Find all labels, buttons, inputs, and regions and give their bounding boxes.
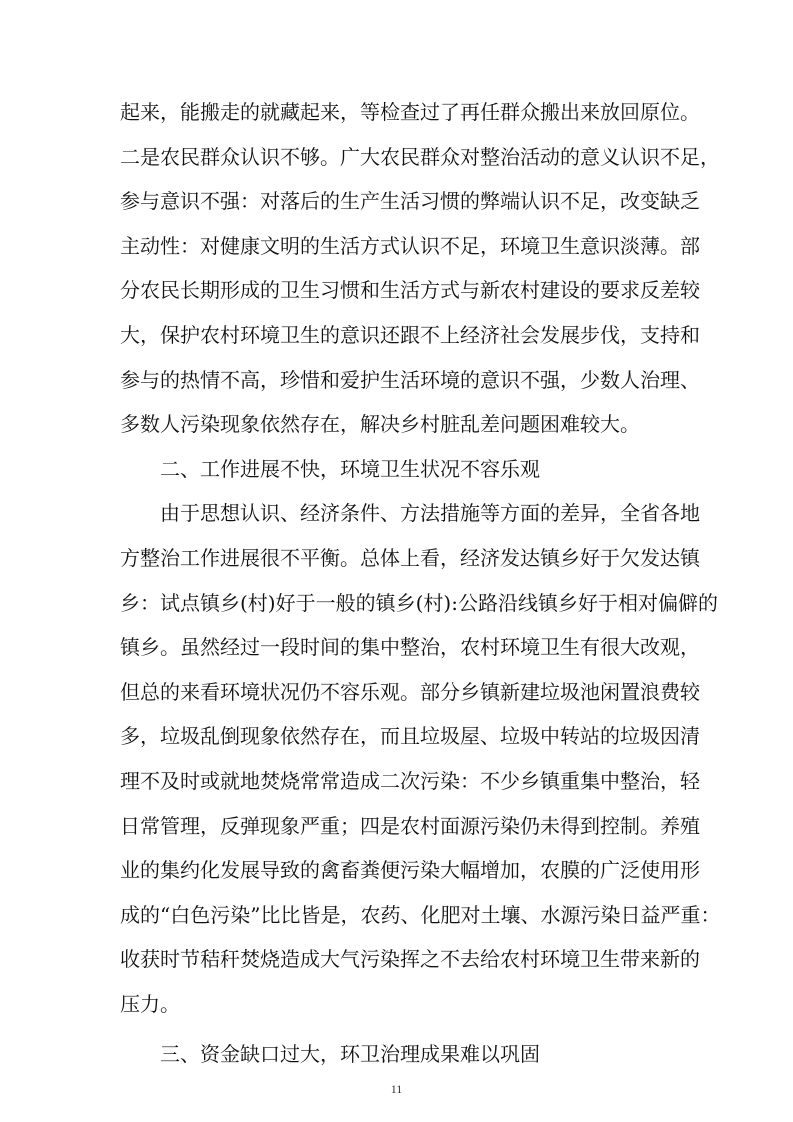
text-line: 日常管理，反弹现象严重；四是农村面源污染仍未得到控制。养殖	[120, 813, 700, 838]
text-line: 多数人污染现象依然存在，解决乡村脏乱差问题困难较大。	[120, 412, 640, 437]
text-line: 镇乡。虽然经过一段时间的集中整治，农村环境卫生有很大改观，	[120, 635, 700, 660]
page-number: 11	[390, 1082, 403, 1096]
text-line: 二是农民群众认识不够。广大农民群众对整治活动的意义认识不足，	[120, 144, 720, 169]
paragraph-progress-uneven	[120, 491, 721, 1026]
text-line: 业的集约化发展导致的禽畜粪便污染大幅增加，农膜的广泛使用形	[120, 858, 700, 883]
document-body	[120, 90, 721, 1077]
text-line: 压力。	[120, 991, 180, 1016]
text-line: 参与的热情不高，珍惜和爱护生活环境的意识不强，少数人治理、	[120, 367, 700, 392]
text-line: 参与意识不强：对落后的生产生活习惯的弊端认识不足，改变缺乏	[120, 189, 700, 214]
text-line: 起来，能搬走的就藏起来，等检查过了再任群众搬出来放回原位。	[120, 100, 700, 124]
text-line: 成的“白色污染”比比皆是，农药、化肥对土壤、水源污染日益严重：	[120, 902, 721, 927]
text-line: 多，垃圾乱倒现象依然存在，而且垃圾屋、垃圾中转站的垃圾因清	[120, 724, 700, 749]
text-line: 理不及时或就地焚烧常常造成二次污染：不少乡镇重集中整治，轻	[120, 768, 700, 793]
text-line: 乡：试点镇乡(村)好于一般的镇乡(村):公路沿线镇乡好于相对偏僻的	[120, 590, 718, 615]
section-heading-2: 二、工作进展不快，环境卫生状况不容乐观	[160, 456, 540, 481]
text-line: 主动性：对健康文明的生活方式认识不足，环境卫生意识淡薄。部	[120, 233, 700, 258]
text-line: 但总的来看环境状况仍不容乐观。部分乡镇新建垃圾池闲置浪费较	[120, 679, 700, 704]
text-line: 由于思想认识、经济条件、方法措施等方面的差异，全省各地	[160, 501, 700, 526]
section-heading-3: 三、资金缺口过大，环卫治理成果难以巩固	[160, 1042, 540, 1067]
text-line: 大，保护农村环境卫生的意识还跟不上经济社会发展步伐，支持和	[120, 322, 700, 347]
paragraph-farmer-awareness	[120, 135, 720, 447]
text-line: 收获时节秸秆焚烧造成大气污染挥之不去给农村环境卫生带来新的	[120, 947, 700, 972]
paragraph-continuation	[120, 90, 700, 135]
text-line: 分农民长期形成的卫生习惯和生活方式与新农村建设的要求反差较	[120, 278, 700, 303]
text-line: 方整治工作进展很不平衡。总体上看，经济发达镇乡好于欠发达镇	[120, 545, 700, 570]
